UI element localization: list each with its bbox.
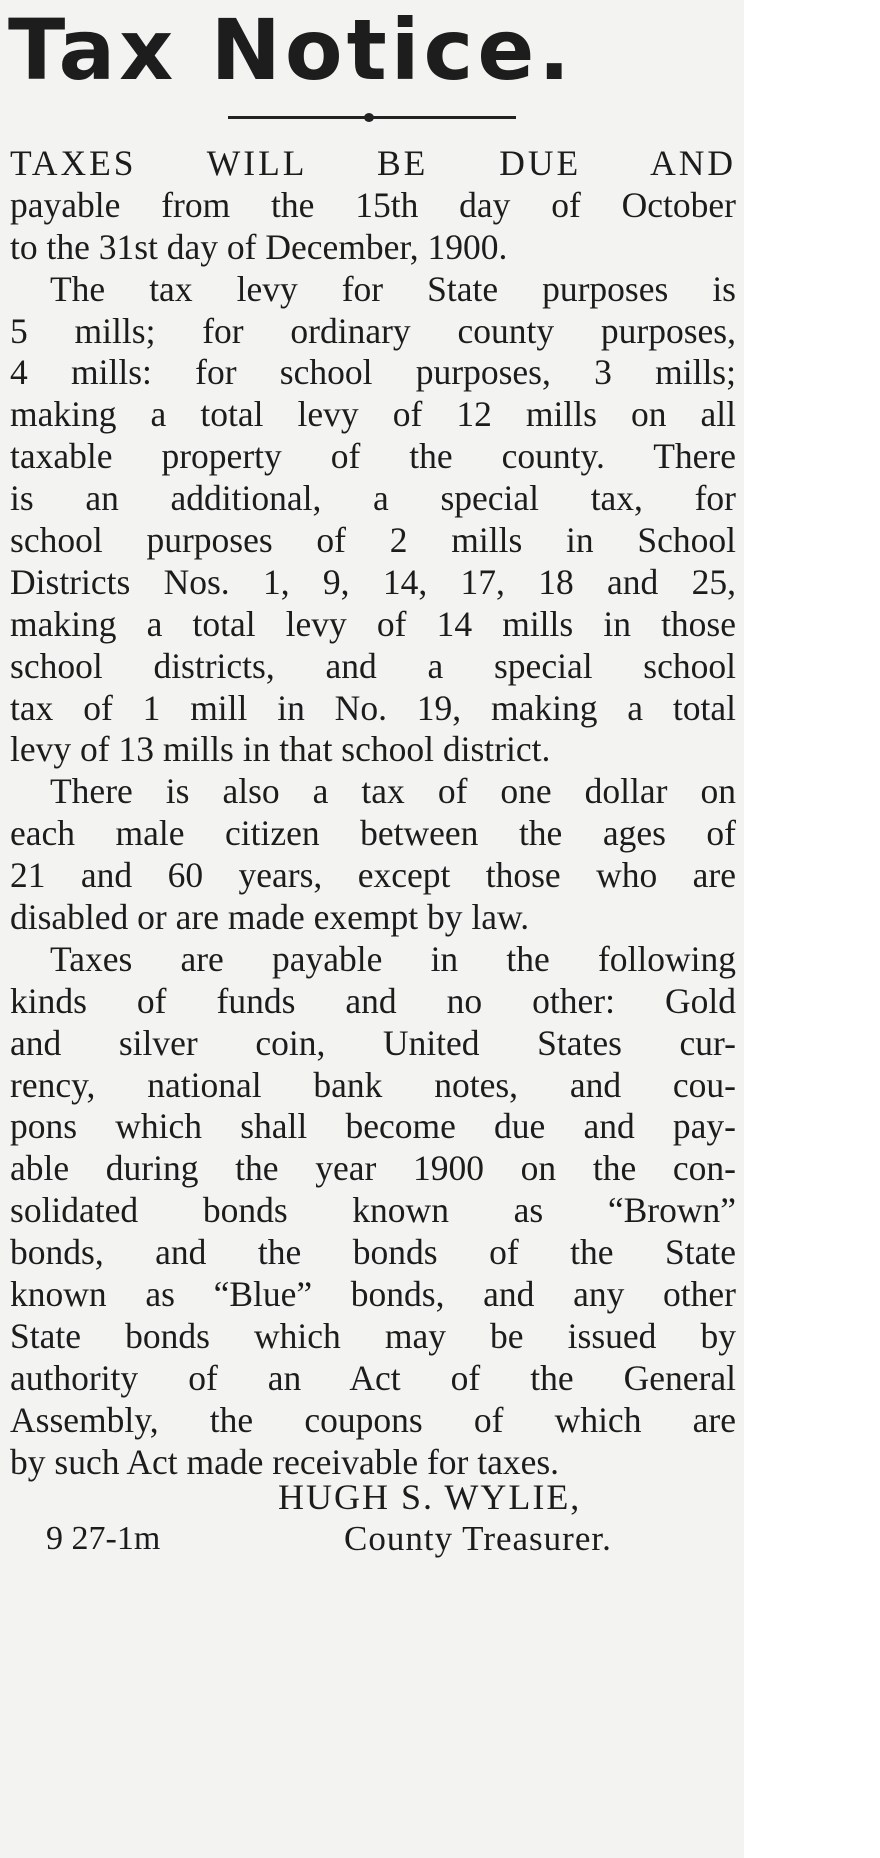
text-line: each male citizen between the ages of [10, 813, 736, 854]
dateline: 9 27-1m [46, 1520, 161, 1557]
text-line: kinds of funds and no other: Gold [10, 980, 736, 1021]
text-line: payable from the 15th day of October [10, 184, 736, 225]
text-line: to the 31st day of December, 1900. [10, 226, 508, 267]
text-line: State bonds which may be issued by [10, 1315, 736, 1356]
text-line: school districts, and a special school [10, 645, 736, 686]
text-line: able during the year 1900 on the con- [10, 1148, 736, 1189]
text-line: authority of an Act of the General [10, 1357, 736, 1398]
text-line: pons which shall become due and pay- [10, 1106, 736, 1147]
text-line: levy of 13 mills in that school district. [10, 729, 551, 770]
text-line: is an additional, a special tax, for [10, 478, 736, 519]
text-line: Taxes are payable in the following [50, 938, 736, 979]
text-line: Assembly, the coupons of which are [10, 1399, 736, 1440]
text-line: making a total levy of 14 mills in those [10, 603, 736, 644]
signer-name: HUGH S. WYLIE, [278, 1477, 582, 1517]
headline: Tax Notice. [8, 1, 575, 99]
text-line: and silver coin, United States cur- [10, 1022, 736, 1063]
notice-body [10, 143, 736, 1484]
text-line: by such Act made receivable for taxes. [10, 1441, 560, 1482]
text-line: solidated bonds known as “Brown” [10, 1190, 736, 1231]
text-line: making a total levy of 12 mills on all [10, 394, 736, 435]
text-line: bonds, and the bonds of the State [10, 1232, 736, 1273]
text-line: There is also a tax of one dollar on [50, 771, 736, 812]
text-line: rency, national bank notes, and cou- [10, 1064, 736, 1105]
text-line: known as “Blue” bonds, and any other [10, 1274, 736, 1315]
text-line: TAXES WILL BE DUE AND [10, 143, 736, 183]
text-line: 4 mills: for school purposes, 3 mills; [10, 352, 736, 393]
text-line: school purposes of 2 mills in School [10, 520, 736, 561]
text-line: 5 mills; for ordinary county purposes, [10, 310, 736, 351]
signer-title: County Treasurer. [344, 1519, 612, 1558]
divider-ornament [364, 113, 374, 122]
text-line: taxable property of the county. There [10, 436, 736, 477]
text-line: The tax levy for State purposes is [50, 268, 736, 309]
text-line: disabled or are made exempt by law. [10, 897, 530, 938]
text-line: 21 and 60 years, except those who are [10, 855, 736, 896]
text-line: Districts Nos. 1, 9, 14, 17, 18 and 25, [10, 561, 736, 602]
text-line: tax of 1 mill in No. 19, making a total [10, 687, 736, 728]
blank-margin [744, 0, 880, 1858]
